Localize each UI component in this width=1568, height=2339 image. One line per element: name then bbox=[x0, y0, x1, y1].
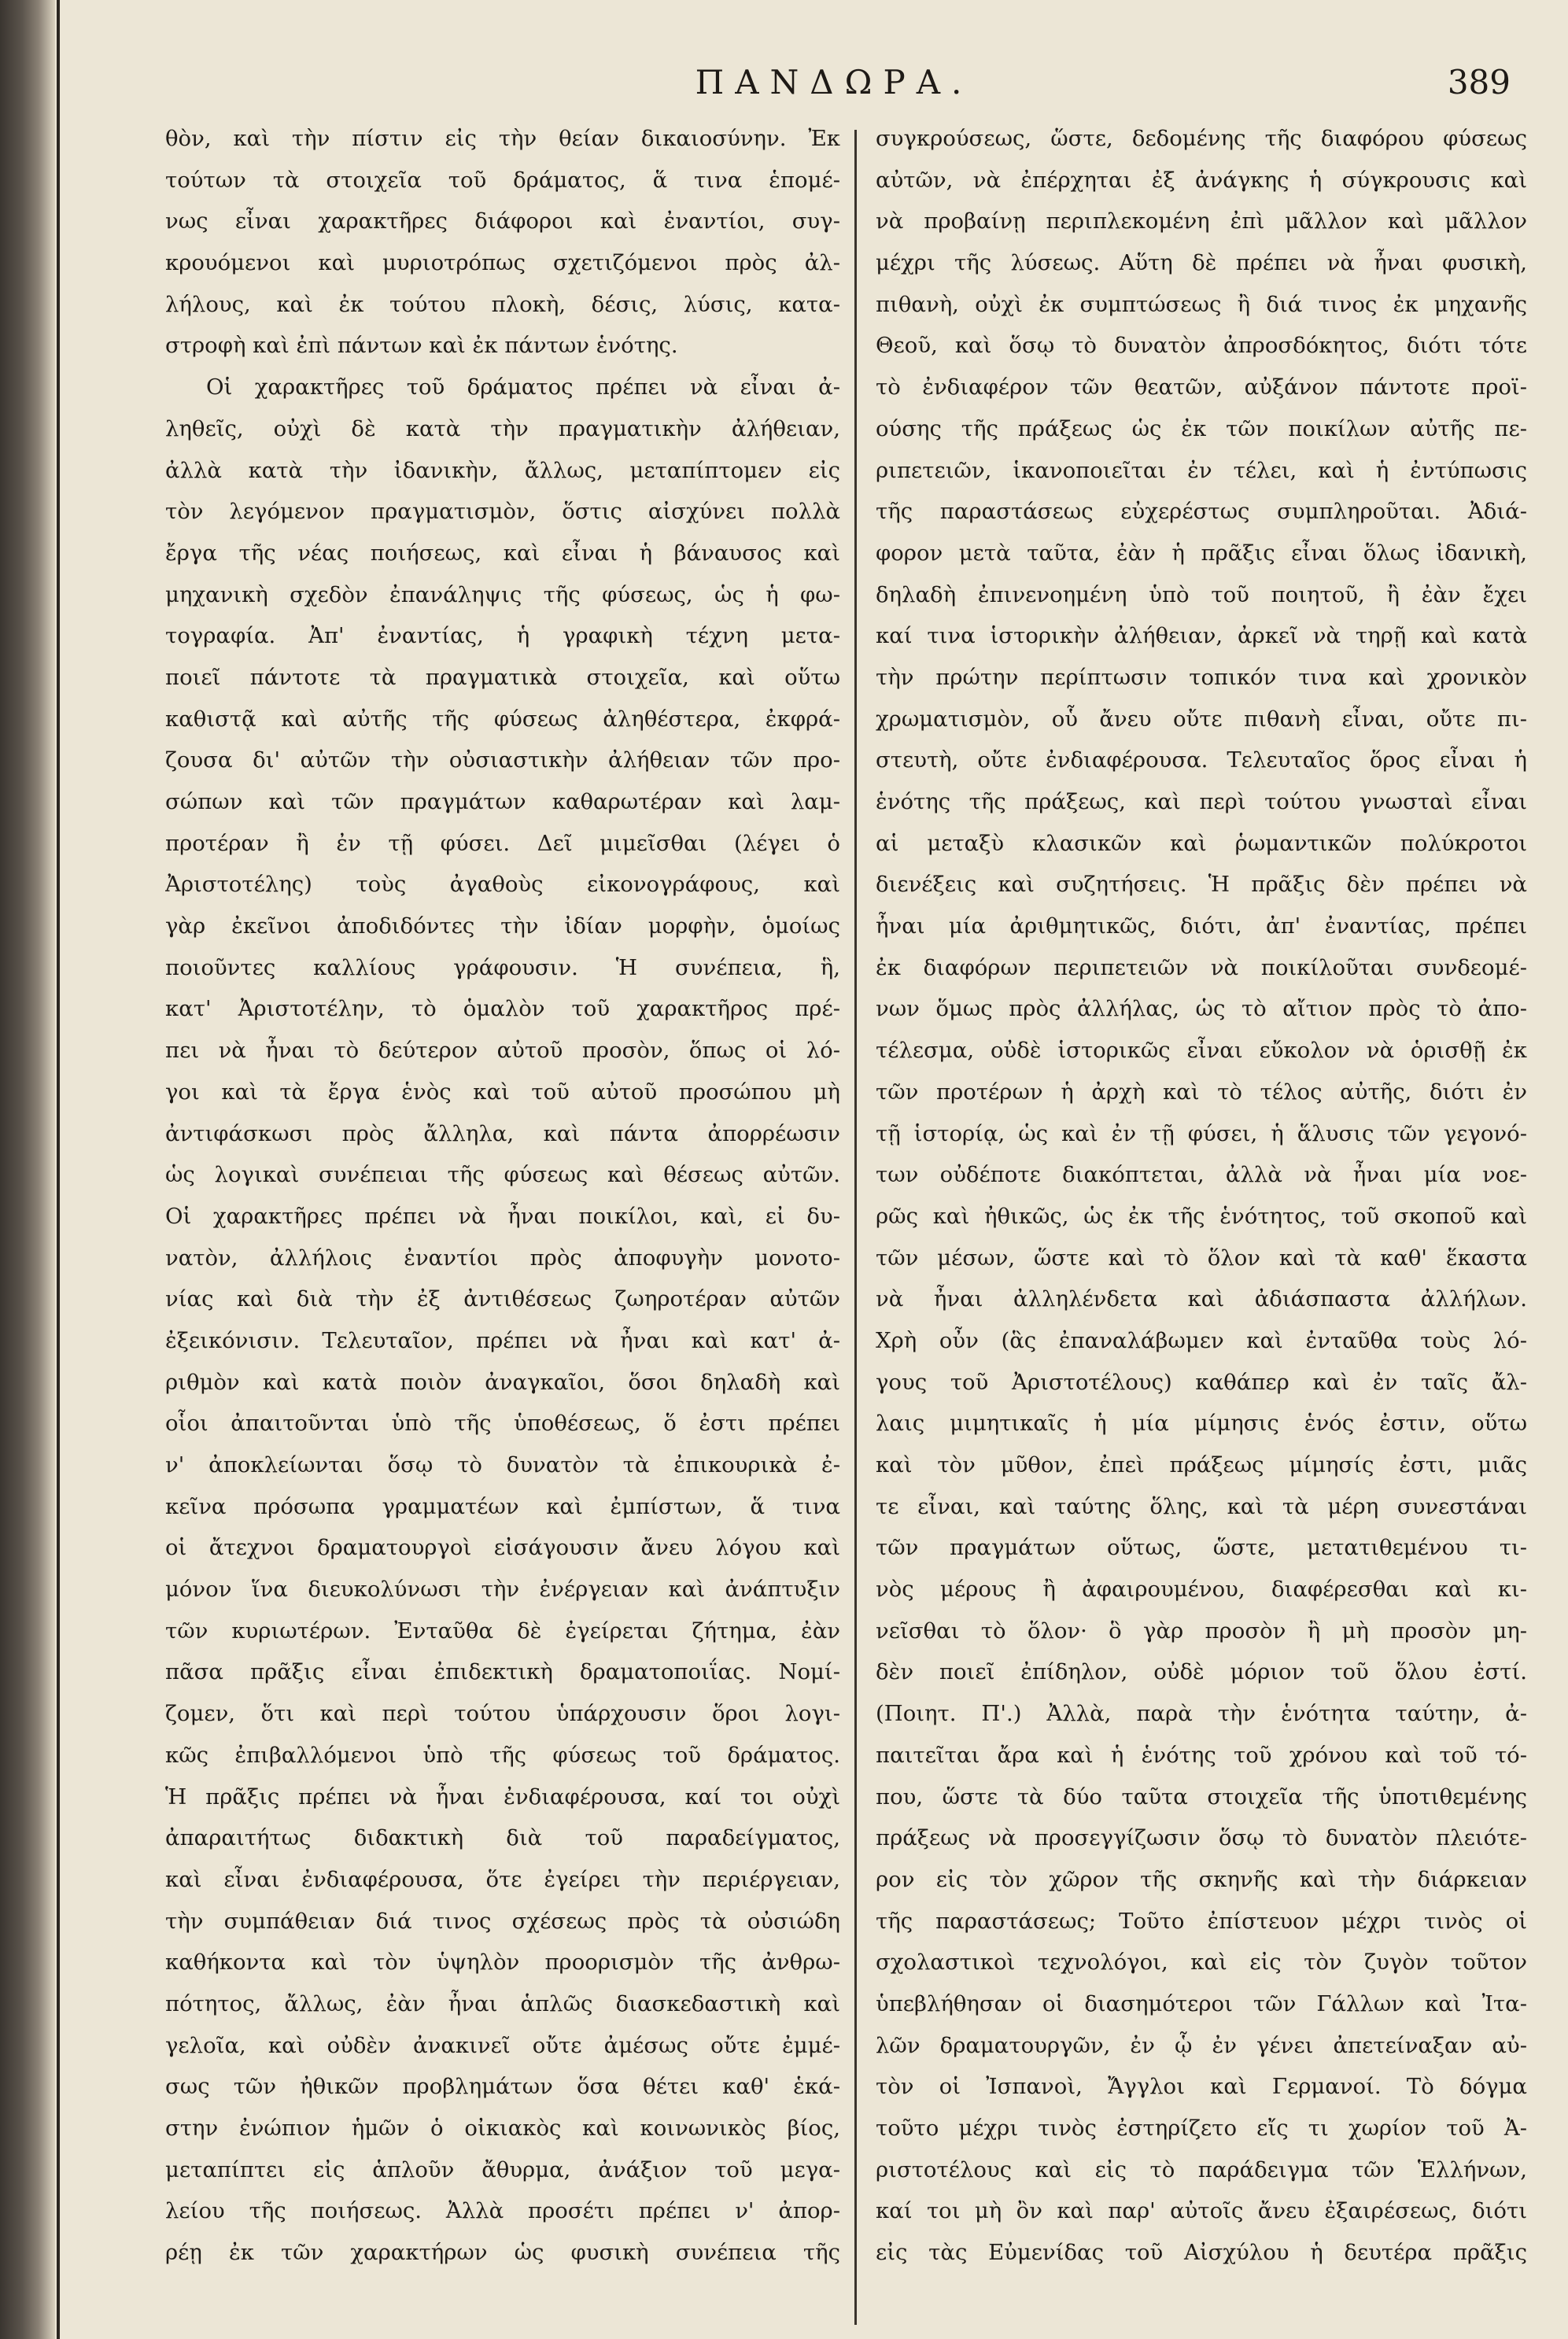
text-line: τούτων τὰ στοιχεῖα τοῦ δράματος, ἅ τινα ἑπομέ- bbox=[165, 167, 840, 193]
text-line: τέλεσμα, οὐδὲ ἱστορικῶς εἶναι εὔκολον νὰ ὁρισθῇ ἐκ bbox=[876, 1038, 1527, 1064]
text-line: ν' ἀποκλείωνται ὅσῳ τὸ δυνατὸν τὰ ἐπικουρικὰ ἐ- bbox=[165, 1452, 840, 1478]
text-line: μηχανικὴ σχεδὸν ἐπανάληψις τῆς φύσεως, ὡς ἡ φω- bbox=[165, 581, 840, 607]
text-line: γελοῖα, καὶ οὐδὲν ἀνακινεῖ οὔτε ἀμέσως οὔτε ἐμμέ- bbox=[165, 2032, 840, 2058]
page-header bbox=[157, 60, 1511, 107]
text-line: λῶν δραματουργῶν, ἐν ᾧ ἐν γένει ἀπετείναξαν αὐ- bbox=[876, 2032, 1527, 2058]
text-line: ποιεῖ πάντοτε τὰ πραγματικὰ στοιχεῖα, καὶ οὕτω bbox=[165, 664, 840, 690]
text-line: τῇ ἱστορίᾳ, ὡς καὶ ἐν τῇ φύσει, ἡ ἅλυσις τῶν γεγονό- bbox=[876, 1120, 1527, 1146]
text-line: λείου τῆς ποιήσεως. Ἀλλὰ προσέτι πρέπει ν' ἀπορ- bbox=[165, 2198, 840, 2224]
text-line: καθιστᾷ καὶ αὐτῆς τῆς φύσεως ἀληθέστερα, ἐκφρά- bbox=[165, 706, 840, 732]
text-line: στην ἐνώπιον ἡμῶν ὁ οἰκιακὸς καὶ κοινωνικὸς βίος, bbox=[165, 2116, 840, 2141]
text-line: τὸ ἐνδιαφέρον τῶν θεατῶν, αὐξάνον πάντοτε προϊ- bbox=[876, 374, 1527, 400]
text-line: νὰ προβαίνῃ περιπλεκομένη ἐπὶ μᾶλλον καὶ μᾶλλον bbox=[876, 208, 1527, 234]
text-line: τογραφία. Ἀπ' ἐναντίας, ἡ γραφικὴ τέχνη μετα- bbox=[165, 623, 840, 649]
text-line: Οἱ χαρακτῆρες πρέπει νὰ ἦναι ποικίλοι, καὶ, εἰ δυ- bbox=[165, 1203, 840, 1229]
text-line: λήλους, καὶ ἐκ τούτου πλοκὴ, δέσις, λύσις, κατα- bbox=[165, 291, 840, 317]
text-line: τε εἶναι, καὶ ταύτης ὅλης, καὶ τὰ μέρη συνεστάναι bbox=[876, 1493, 1527, 1519]
text-line: οἷοι ἀπαιτοῦνται ὑπὸ τῆς ὑποθέσεως, ὅ ἐστι πρέπει bbox=[165, 1411, 840, 1437]
text-line: πράξεως νὰ προσεγγίζωσιν ὅσῳ τὸ δυνατὸν πλειότε- bbox=[876, 1825, 1527, 1851]
column-divider bbox=[854, 130, 857, 2325]
text-line: ριπετειῶν, ἱκανοποιεῖται ἐν τέλει, καὶ ἡ ἐντύπωσις bbox=[876, 457, 1527, 483]
text-line: Χρὴ οὖν (ἃς ἐπαναλάβωμεν καὶ ἐνταῦθα τοὺς λό- bbox=[876, 1327, 1527, 1353]
text-line: οἱ ἄτεχνοι δραματουργοὶ εἰσάγουσιν ἄνευ λόγου καὶ bbox=[165, 1535, 840, 1561]
text-line: ἑνότης τῆς πράξεως, καὶ περὶ τούτου γνωσταὶ εἶναι bbox=[876, 789, 1527, 814]
text-line: καθήκοντα καὶ τὸν ὑψηλὸν προορισμὸν τῆς ἀνθρω- bbox=[165, 1950, 840, 1976]
text-line: νίας καὶ διὰ τὴν ἐξ ἀντιθέσεως ζωηροτέραν αὐτῶν bbox=[165, 1286, 840, 1312]
text-line: νεῖσθαι τὸ ὅλον· ὃ γὰρ προσὸν ἢ μὴ προσὸν μη- bbox=[876, 1618, 1527, 1644]
right-text-column bbox=[876, 118, 1527, 2274]
text-line: γοι καὶ τὰ ἔργα ἑνὸς καὶ τοῦ αὐτοῦ προσώπου μὴ bbox=[165, 1079, 840, 1105]
text-line: διενέξεις καὶ συζητήσεις. Ἡ πρᾶξις δὲν πρέπει νὰ bbox=[876, 872, 1527, 898]
text-line: ἀντιφάσκωσι πρὸς ἄλληλα, καὶ πάντα ἀπορρέωσιν bbox=[165, 1120, 840, 1146]
text-line: Ἀριστοτέλης) τοὺς ἀγαθοὺς εἰκονογράφους, καὶ bbox=[165, 872, 840, 898]
text-line: ριστοτέλους καὶ εἰς τὸ παράδειγμα τῶν Ἑλλήνων, bbox=[876, 2156, 1527, 2182]
text-line: ρον εἰς τὸν χῶρον τῆς σκηνῆς καὶ τὴν διάρκειαν bbox=[876, 1866, 1527, 1892]
text-line: κρουόμενοι καὶ μυριοτρόπως σχετιζόμενοι πρὸς ἀλ- bbox=[165, 250, 840, 276]
text-line: σως τῶν ἠθικῶν προβλημάτων ὅσα θέτει καθ' ἑκά- bbox=[165, 2074, 840, 2100]
text-line: τῶν μέσων, ὥστε καὶ τὸ ὅλον καὶ τὰ καθ' ἕκαστα bbox=[876, 1245, 1527, 1271]
text-line: λαις μιμητικαῖς ἡ μία μίμησις ἑνός ἐστιν, οὕτω bbox=[876, 1411, 1527, 1437]
text-line: φορον μετὰ ταῦτα, ἐὰν ἡ πρᾶξις εἶναι ὅλως ἰδανικὴ, bbox=[876, 540, 1527, 566]
text-line: δηλαδὴ ἐπινενοημένη ὑπὸ τοῦ ποιητοῦ, ἢ ἐὰν ἔχει bbox=[876, 581, 1527, 607]
text-line: τὴν συμπάθειαν διά τινος σχέσεως πρὸς τὰ οὐσιώδη bbox=[165, 1908, 840, 1934]
text-line: νὸς μέρους ἢ ἀφαιρουμένου, διαφέρεσθαι καὶ κι- bbox=[876, 1577, 1527, 1603]
text-line: νατὸν, ἀλλήλοις ἐναντίοι πρὸς ἀποφυγὴν μονοτο- bbox=[165, 1245, 840, 1271]
text-line: σχολαστικοὶ τεχνολόγοι, καὶ εἰς τὸν ζυγὸν τοῦτον bbox=[876, 1950, 1527, 1976]
text-line: ζουσα δι' αὐτῶν τὴν οὐσιαστικὴν ἀλήθειαν τῶν προ- bbox=[165, 747, 840, 773]
text-line: καί τοι μὴ ὂν καὶ παρ' αὐτοῖς ἄνευ ἐξαιρέσεως, διότι bbox=[876, 2198, 1527, 2224]
text-line: καὶ τὸν μῦθον, ἐπεὶ πράξεως μίμησίς ἐστι, μιᾶς bbox=[876, 1452, 1527, 1478]
text-line: ἦναι μία ἀριθμητικῶς, διότι, ἀπ' ἐναντίας, πρέπει bbox=[876, 913, 1527, 939]
text-line: τοῦτο μέχρι τινὸς ἐστηρίζετο εἴς τι χωρίον τοῦ Ἀ- bbox=[876, 2116, 1527, 2141]
text-line: ληθεῖς, οὐχὶ δὲ κατὰ τὴν πραγματικὴν ἀλήθειαν, bbox=[165, 415, 840, 441]
text-line: τῆς παραστάσεως; Τοῦτο ἐπίστευον μέχρι τινὸς οἱ bbox=[876, 1908, 1527, 1934]
text-line: ἐξεικόνισιν. Τελευταῖον, πρέπει νὰ ἦναι καὶ κατ' ἀ- bbox=[165, 1327, 840, 1353]
text-line: γὰρ ἐκεῖνοι ἀποδιδόντες τὴν ἰδίαν μορφὴν, ὁμοίως bbox=[165, 913, 840, 939]
text-line: ούσης τῆς πράξεως ὡς ἐκ τῶν ποικίλων αὐτῆς πε- bbox=[876, 415, 1527, 441]
text-line: των οὐδέποτε διακόπτεται, ἀλλὰ νὰ ἦναι μία νοε- bbox=[876, 1162, 1527, 1188]
left-text-column bbox=[165, 118, 840, 2274]
text-line: κατ' Ἀριστοτέλην, τὸ ὁμαλὸν τοῦ χαρακτῆρος πρέ- bbox=[165, 996, 840, 1022]
text-line: γους τοῦ Ἀριστοτέλους) καθάπερ καὶ ἐν ταῖς ἄλ- bbox=[876, 1369, 1527, 1395]
text-line: τῶν πραγμάτων οὕτως, ὥστε, μετατιθεμένου τι- bbox=[876, 1535, 1527, 1561]
text-line: πᾶσα πρᾶξις εἶναι ἐπιδεκτικὴ δραματοποιΐας. Νομί- bbox=[165, 1659, 840, 1685]
text-line: τῶν κυριωτέρων. Ἐνταῦθα δὲ ἐγείρεται ζήτημα, ἐὰν bbox=[165, 1618, 840, 1644]
text-line: ζομεν, ὅτι καὶ περὶ τούτου ὑπάρχουσιν ὅροι λογι- bbox=[165, 1701, 840, 1727]
text-line: Θεοῦ, καὶ ὅσῳ τὸ δυνατὸν ἀπροσδόκητος, διότι τότε bbox=[876, 333, 1527, 359]
text-line: συγκρούσεως, ὥστε, δεδομένης τῆς διαφόρου φύσεως bbox=[876, 126, 1527, 151]
text-line: παιτεῖται ἄρα καὶ ἡ ἑνότης τοῦ χρόνου καὶ τοῦ τό- bbox=[876, 1742, 1527, 1768]
text-line: νων ὅμως πρὸς ἀλλήλας, ὡς τὸ αἴτιον πρὸς τὸ ἀπο- bbox=[876, 996, 1527, 1022]
text-line: κεῖνα πρόσωπα γραμματέων καὶ ἐμπίστων, ἅ τινα bbox=[165, 1493, 840, 1519]
text-line: πει νὰ ἦναι τὸ δεύτερον αὐτοῦ προσὸν, ὅπως οἱ λό- bbox=[165, 1038, 840, 1064]
text-line: που, ὥστε τὰ δύο ταῦτα στοιχεῖα τῆς ὑποτιθεμένης bbox=[876, 1784, 1527, 1810]
text-line: ριθμὸν καὶ κατὰ ποιὸν ἀναγκαῖοι, ὅσοι δηλαδὴ καὶ bbox=[165, 1369, 840, 1395]
text-line: σώπων καὶ τῶν πραγμάτων καθαρωτέραν καὶ λαμ- bbox=[165, 789, 840, 814]
text-line: εἰς τὰς Εὐμενίδας τοῦ Αἰσχύλου ἡ δευτέρα πρᾶξις bbox=[876, 2240, 1527, 2266]
text-line: ἔργα τῆς νέας ποιήσεως, καὶ εἶναι ἡ βάναυσος καὶ bbox=[165, 540, 840, 566]
text-line: θὸν, καὶ τὴν πίστιν εἰς τὴν θείαν δικαιοσύνην. Ἐκ bbox=[165, 126, 840, 151]
text-line: ὡς λογικαὶ συνέπειαι τῆς φύσεως καὶ θέσεως αὐτῶν. bbox=[165, 1162, 840, 1188]
spine-edge-line bbox=[57, 0, 60, 2339]
text-line: ἀπαραιτήτως διδακτικὴ διὰ τοῦ παραδείγματος, bbox=[165, 1825, 840, 1851]
text-line: δὲν ποιεῖ ἐπίδηλον, οὐδὲ μόριον τοῦ ὅλου ἐστί. bbox=[876, 1659, 1527, 1685]
text-line: στευτὴ, οὔτε ἐνδιαφέρουσα. Τελευταῖος ὅρος εἶναι ἡ bbox=[876, 747, 1527, 773]
text-line: πότητος, ἄλλως, ἐὰν ἦναι ἁπλῶς διασκεδαστικὴ καὶ bbox=[165, 1990, 840, 2016]
text-line: τὸν λεγόμενον πραγματισμὸν, ὅστις αἰσχύνει πολλὰ bbox=[165, 499, 840, 525]
text-line: Ἡ πρᾶξις πρέπει νὰ ἦναι ἐνδιαφέρουσα, καί τοι οὐχὶ bbox=[165, 1784, 840, 1810]
text-line: μεταπίπτει εἰς ἁπλοῦν ἄθυρμα, ἀνάξιον τοῦ μεγα- bbox=[165, 2156, 840, 2182]
book-spine-shadow bbox=[0, 0, 55, 2339]
text-line: τὴν πρώτην περίπτωσιν τοπικόν τινα καὶ χρονικὸν bbox=[876, 664, 1527, 690]
text-line: χρωματισμὸν, οὗ ἄνευ οὔτε πιθανὴ εἶναι, οὔτε πι- bbox=[876, 706, 1527, 732]
text-line: μέχρι τῆς λύσεως. Αὕτη δὲ πρέπει νὰ ἦναι φυσικὴ, bbox=[876, 250, 1527, 276]
text-line: αἱ μεταξὺ κλασικῶν καὶ ῥωμαντικῶν πολύκροτοι bbox=[876, 830, 1527, 856]
text-line: ἐκ διαφόρων περιπετειῶν νὰ ποικίλοῦται συνδεομέ- bbox=[876, 954, 1527, 980]
text-line: ρέῃ ἐκ τῶν χαρακτήρων ὡς φυσικὴ συνέπεια τῆς bbox=[165, 2240, 840, 2266]
text-line: καί τινα ἱστορικὴν ἀλήθειαν, ἀρκεῖ νὰ τηρῇ καὶ κατὰ bbox=[876, 623, 1527, 649]
text-line: στροφὴ καὶ ἐπὶ πάντων καὶ ἐκ πάντων ἑνότης. bbox=[165, 333, 678, 359]
text-line: ὑπεβλήθησαν οἱ διασημότεροι τῶν Γάλλων καὶ Ἰτα- bbox=[876, 1990, 1527, 2016]
text-line: (Ποιητ. Π'.) Ἀλλὰ, παρὰ τὴν ἑνότητα ταύτην, ἀ- bbox=[876, 1701, 1527, 1727]
text-line: νὰ ἦναι ἀλληλένδετα καὶ ἀδιάσπαστα ἀλλήλων. bbox=[876, 1286, 1527, 1312]
text-line: ρῶς καὶ ἠθικῶς, ὡς ἐκ τῆς ἑνότητος, τοῦ σκοποῦ καὶ bbox=[876, 1203, 1527, 1229]
text-line: ἀλλὰ κατὰ τὴν ἰδανικὴν, ἄλλως, μεταπίπτομεν εἰς bbox=[165, 457, 840, 483]
text-line: κῶς ἐπιβαλλόμενοι ὑπὸ τῆς φύσεως τοῦ δράματος. bbox=[165, 1742, 840, 1768]
text-line: προτέραν ἢ ἐν τῇ φύσει. Δεῖ μιμεῖσθαι (λέγει ὁ bbox=[165, 830, 840, 856]
text-line: μόνον ἵνα διευκολύνωσι τὴν ἐνέργειαν καὶ ἀνάπτυξιν bbox=[165, 1577, 840, 1603]
text-line: πιθανὴ, οὐχὶ ἐκ συμπτώσεως ἢ διά τινος ἐκ μηχανῆς bbox=[876, 291, 1527, 317]
text-line: καὶ εἶναι ἐνδιαφέρουσα, ὅτε ἐγείρει τὴν περιέργειαν, bbox=[165, 1866, 840, 1892]
text-line: Οἱ χαρακτῆρες τοῦ δράματος πρέπει νὰ εἶναι ἀ- bbox=[206, 374, 840, 400]
text-line: τῶν προτέρων ἡ ἀρχὴ καὶ τὸ τέλος αὐτῆς, διότι ἐν bbox=[876, 1079, 1527, 1105]
text-line: τῆς παραστάσεως εὐχερέστως συμπληροῦται. Ἀδιά- bbox=[876, 499, 1527, 525]
text-line: τὸν οἱ Ἰσπανοὶ, Ἄγγλοι καὶ Γερμανοί. Τὸ δόγμα bbox=[876, 2074, 1527, 2100]
page-number: 389 bbox=[1447, 63, 1511, 101]
text-line: νως εἶναι χαρακτῆρες διάφοροι καὶ ἐναντίοι, συγ- bbox=[165, 208, 840, 234]
text-line: ποιοῦντες καλλίους γράφουσιν. Ἡ συνέπεια, ἣ, bbox=[165, 954, 840, 980]
running-title: ΠΑΝΔΩΡΑ. bbox=[695, 63, 973, 101]
text-line: αὐτῶν, νὰ ἐπέρχηται ἐξ ἀνάγκης ἡ σύγκρουσις καὶ bbox=[876, 167, 1527, 193]
